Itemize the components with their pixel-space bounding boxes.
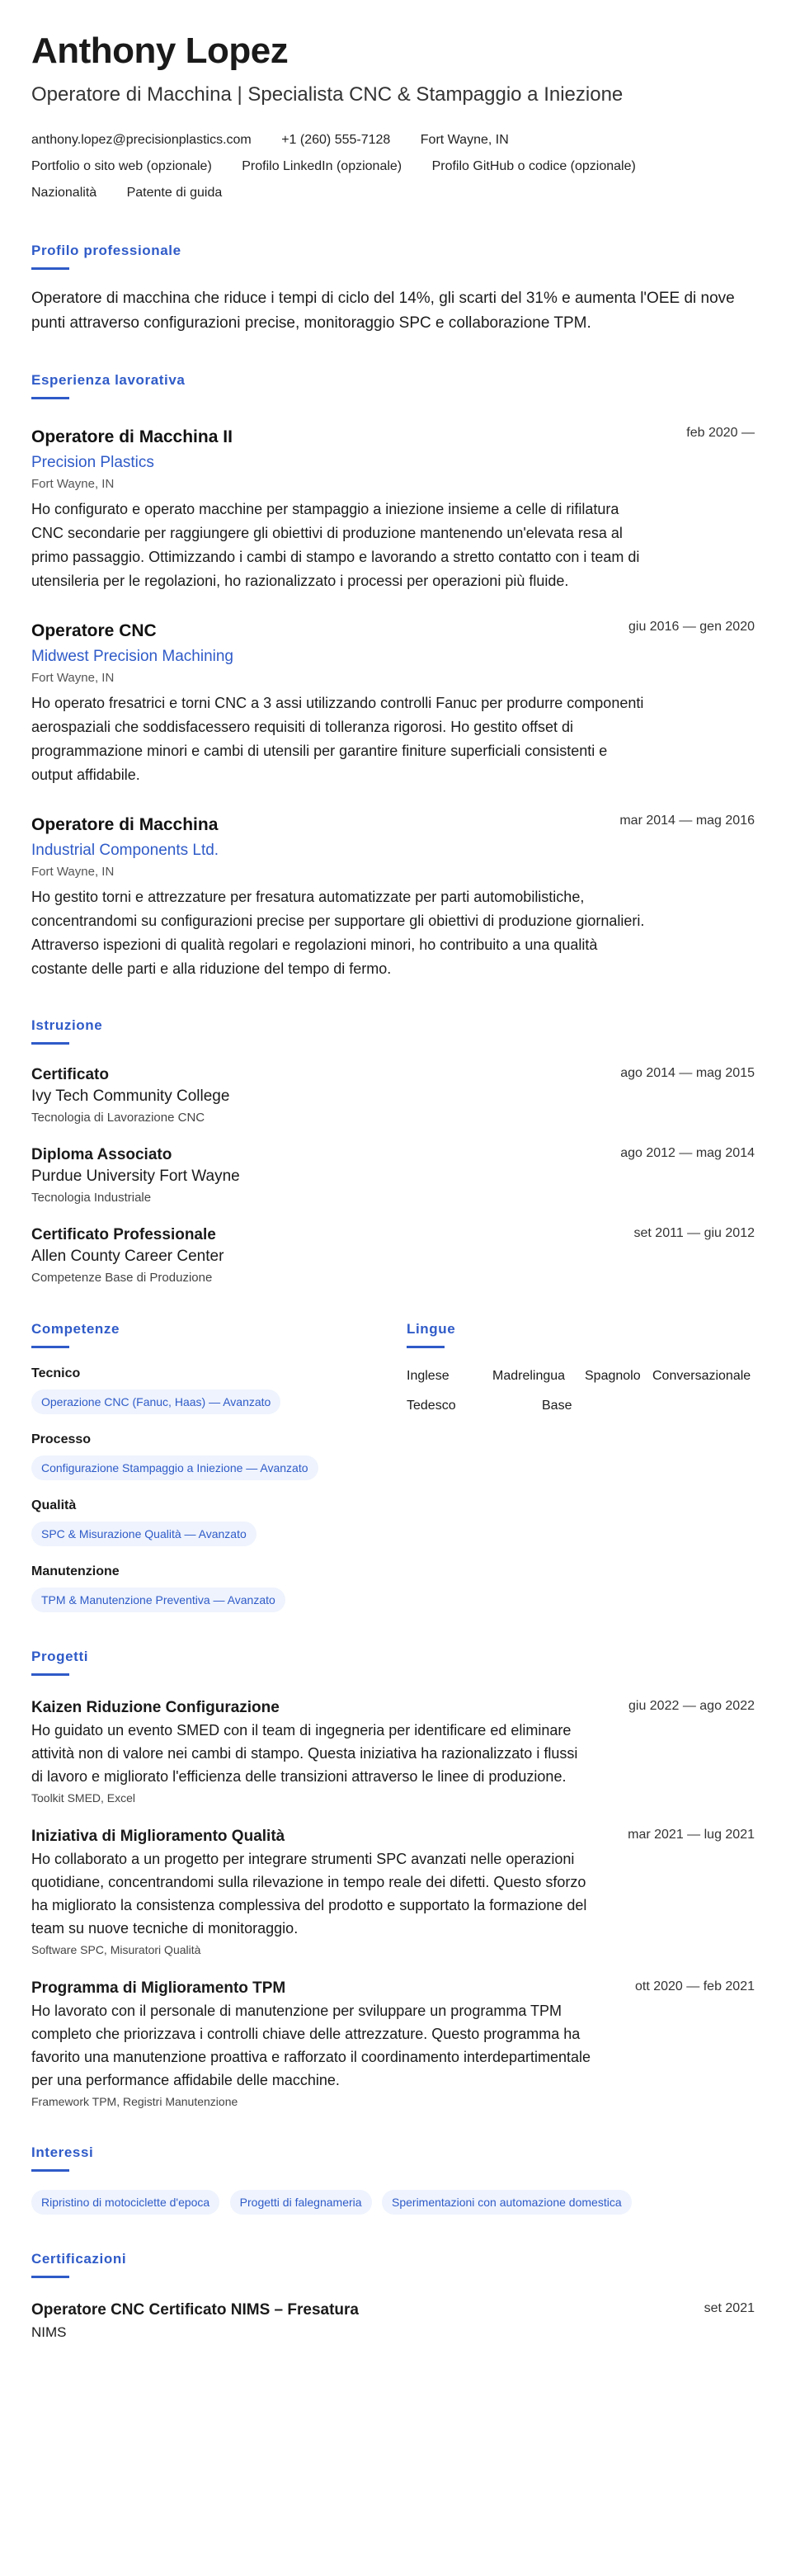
company-name: Midwest Precision Machining <box>31 648 233 665</box>
certification-issuer: NIMS <box>31 2324 67 2340</box>
section-divider <box>31 267 69 270</box>
section-title: Interessi <box>31 2144 94 2160</box>
section-title: Lingue <box>407 1321 456 1337</box>
section-divider <box>31 2169 69 2172</box>
project-tools: Framework TPM, Registri Manutenzione <box>31 2095 238 2108</box>
experience-entry <box>31 426 755 593</box>
language-level: Base <box>542 1399 572 1413</box>
skills-languages-row <box>31 1321 755 1612</box>
interests-section <box>31 2144 755 2215</box>
section-title: Profilo professionale <box>31 243 181 258</box>
project-title: Programma di Miglioramento TPM <box>31 1979 286 1997</box>
education-dates: set 2011 — giu 2012 <box>633 1226 755 1240</box>
education-dates: ago 2014 — mag 2015 <box>620 1066 755 1080</box>
skill-group <box>31 1432 407 1480</box>
section-divider <box>31 1346 69 1348</box>
project-dates: ott 2020 — feb 2021 <box>635 1979 755 1993</box>
section-title: Esperienza lavorativa <box>31 372 186 388</box>
project-tools: Software SPC, Misuratori Qualità <box>31 1943 201 1956</box>
phone-link[interactable]: +1 (260) 555-7128 <box>281 133 391 147</box>
project-entry <box>31 1979 755 2108</box>
skill-chip: Configurazione Stampaggio a Iniezione — Avanzato <box>31 1455 318 1480</box>
project-dates: giu 2022 — ago 2022 <box>628 1699 755 1713</box>
project-title: Iniziativa di Miglioramento Qualità <box>31 1828 285 1845</box>
job-location: Fort Wayne, IN <box>31 671 115 685</box>
project-description: Ho lavorato con il personale di manutenzione per sviluppare un programma TPM completo che priorizzava i controlli chiave delle attrezzature. Questo programma ha favorito una manutenzione proattiva e rafforzato il coordinamento interdepartimentale per una performance affidabile delle macchine. <box>31 2003 591 2088</box>
certification-entry <box>31 2301 755 2341</box>
languages-section <box>407 1321 753 1612</box>
job-location: Fort Wayne, IN <box>31 477 115 491</box>
email-link[interactable]: anthony.lopez@precisionplastics.com <box>31 133 252 147</box>
field-of-study: Competenze Base di Produzione <box>31 1271 213 1285</box>
headline: Operatore di Macchina | Specialista CNC & Stampaggio a Iniezione <box>31 83 624 106</box>
interest-chip: Sperimentazioni con automazione domestica <box>382 2190 632 2215</box>
skill-chip: Operazione CNC (Fanuc, Haas) — Avanzato <box>31 1389 280 1414</box>
experience-entry <box>31 620 755 787</box>
education-entry <box>31 1226 755 1285</box>
project-title: Kaizen Riduzione Configurazione <box>31 1699 280 1716</box>
job-dates: giu 2016 — gen 2020 <box>628 620 755 634</box>
interest-chip: Progetti di falegnameria <box>230 2190 372 2215</box>
project-entry <box>31 1699 755 1805</box>
project-dates: mar 2021 — lug 2021 <box>628 1828 755 1842</box>
linkedin-link[interactable]: Profilo LinkedIn (opzionale) <box>242 159 402 173</box>
interest-chip: Ripristino di motociclette d'epoca <box>31 2190 219 2215</box>
field-of-study: Tecnologia di Lavorazione CNC <box>31 1111 205 1125</box>
skill-group <box>31 1564 407 1612</box>
section-title: Istruzione <box>31 1017 103 1033</box>
section-divider <box>31 2276 69 2278</box>
certification-date: set 2021 <box>704 2301 755 2315</box>
project-entry <box>31 1828 755 1956</box>
job-dates: feb 2020 — <box>686 426 755 440</box>
skill-chip: TPM & Manutenzione Preventiva — Avanzato <box>31 1588 285 1612</box>
skill-chip: SPC & Misurazione Qualità — Avanzato <box>31 1522 257 1546</box>
skill-category: Manutenzione <box>31 1564 120 1578</box>
job-title: Operatore di Macchina <box>31 815 219 834</box>
extras-row <box>31 180 755 206</box>
company-name: Precision Plastics <box>31 454 154 471</box>
company-name: Industrial Components Ltd. <box>31 842 219 859</box>
section-divider <box>31 397 69 399</box>
job-title: Operatore CNC <box>31 621 157 640</box>
license-text: Patente di guida <box>126 186 223 200</box>
school-name: Allen County Career Center <box>31 1248 224 1265</box>
language-name: Inglese <box>407 1369 449 1383</box>
skill-category: Qualità <box>31 1498 77 1512</box>
job-title: Operatore di Macchina II <box>31 427 233 446</box>
section-divider <box>407 1346 445 1348</box>
school-name: Purdue University Fort Wayne <box>31 1168 240 1185</box>
certifications-section <box>31 2251 755 2341</box>
language-level: Madrelingua <box>492 1369 566 1383</box>
job-description: Ho configurato e operato macchine per stampaggio a iniezione insieme a celle di rifilatura CNC secondarie per raggiungere gli obiettivi di produzione mantenendo un'elevata resa al primo passaggio. Ottimizzando i cambi di stampo e lavorando a stretto contatto con i team di utensileria per le regolazioni, ho razionalizzato i processi per operazioni più fluide. <box>31 501 640 589</box>
school-name: Ivy Tech Community College <box>31 1087 230 1105</box>
interests-list <box>31 2182 755 2215</box>
skills-section <box>31 1321 407 1612</box>
language-name: Tedesco <box>407 1399 456 1413</box>
nationality-text: Nazionalità <box>31 186 97 200</box>
education-entry <box>31 1146 755 1205</box>
location-text: Fort Wayne, IN <box>420 133 509 147</box>
degree: Certificato Professionale <box>31 1226 216 1243</box>
field-of-study: Tecnologia Industriale <box>31 1191 152 1205</box>
language-row <box>407 1391 753 1421</box>
job-dates: mar 2014 — mag 2016 <box>619 814 755 828</box>
experience-entry <box>31 814 755 981</box>
project-description: Ho collaborato a un progetto per integrare strumenti SPC avanzati nelle operazioni quotidiane, concentrandomi sulla rilevazione in tempo reale dei difetti. Questo sforzo ha migliorato la consistenza complessiva del prodotto e supportato la formazione del team su nuove tecniche di monitoraggio. <box>31 1851 587 1937</box>
degree: Diploma Associato <box>31 1146 172 1163</box>
summary-text: Operatore di macchina che riduce i tempi di ciclo del 14%, gli scarti del 31% e aumenta l'OEE di nove punti attraverso configurazioni precise, monitoraggio SPC e collaborazione TPM. <box>31 290 735 332</box>
experience-section <box>31 372 755 981</box>
job-description: Ho gestito torni e attrezzature per fresatura automatizzate per parti automobilistiche, concentrandomi su configurazioni precise per supportare gli obiettivi di produzione giornalieri. Attraverso ispezioni di qualità regolari e regolazioni minori, ho contribuito a una qualità costante delle parti e alla riduzione del tempo di fermo. <box>31 889 645 977</box>
section-title: Progetti <box>31 1649 89 1664</box>
degree: Certificato <box>31 1066 109 1083</box>
skill-group <box>31 1366 407 1414</box>
section-divider <box>31 1673 69 1676</box>
skill-category: Tecnico <box>31 1366 81 1380</box>
language-level: Conversazionale <box>652 1369 751 1383</box>
section-divider <box>31 1042 69 1045</box>
links-row <box>31 153 755 180</box>
languages-list <box>407 1361 753 1421</box>
skill-group <box>31 1498 407 1546</box>
language-row <box>407 1361 753 1391</box>
skill-category: Processo <box>31 1432 92 1446</box>
project-description: Ho guidato un evento SMED con il team di ingegneria per identificare ed eliminare attività non di valore nei cambi di stampo. Questa iniziativa ha razionalizzato i flussi di lavoro e migliorato l'efficienza delle transizioni attraverso le linee di produzione. <box>31 1722 578 1785</box>
contact-block <box>31 127 755 206</box>
job-location: Fort Wayne, IN <box>31 865 115 879</box>
education-dates: ago 2012 — mag 2014 <box>620 1146 755 1160</box>
projects-section <box>31 1649 755 2108</box>
portfolio-link[interactable]: Portfolio o sito web (opzionale) <box>31 159 212 173</box>
education-section <box>31 1017 755 1285</box>
candidate-name: Anthony Lopez <box>31 31 289 71</box>
section-title: Competenze <box>31 1321 120 1337</box>
github-link[interactable]: Profilo GitHub o codice (opzionale) <box>431 159 636 173</box>
section-title: Certificazioni <box>31 2251 127 2267</box>
summary-section <box>31 243 755 336</box>
education-entry <box>31 1066 755 1125</box>
certification-name: Operatore CNC Certificato NIMS – Fresatura <box>31 2301 359 2319</box>
project-tools: Toolkit SMED, Excel <box>31 1791 136 1805</box>
language-name: Spagnolo <box>585 1369 641 1383</box>
job-description: Ho operato fresatrici e torni CNC a 3 assi utilizzando controlli Fanuc per produrre componenti aerospaziali che soddisfacessero requisiti di tolleranza rigorosi. Ho gestito offset di programmazione minori e cambi di utensili per garantire finiture superficiali consistenti e output affidabile. <box>31 695 644 783</box>
contact-row <box>31 127 755 153</box>
